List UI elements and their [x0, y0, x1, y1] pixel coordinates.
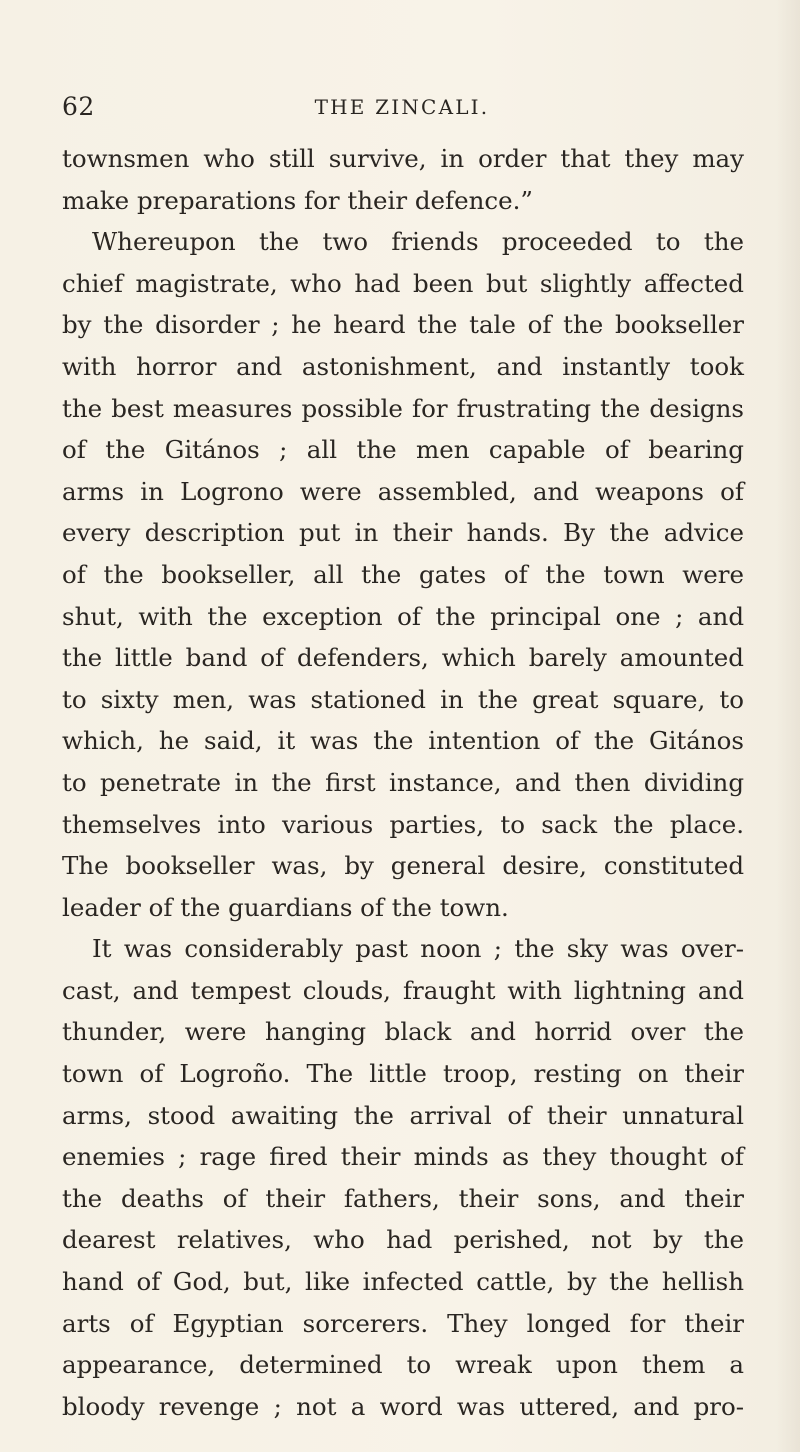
text-line: enemies ; rage fired their minds as they thought of	[62, 1142, 744, 1172]
body-text	[62, 138, 744, 1427]
page-number: 62	[62, 92, 95, 121]
text-line: shut, with the exception of the principal one ; and	[62, 601, 744, 631]
text-line: every description put in their hands. By the advice	[62, 518, 744, 548]
text-line: by the disorder ; he heard the tale of the bookseller	[62, 310, 744, 340]
text-line: of the bookseller, all the gates of the town were	[62, 559, 744, 589]
text-line: to penetrate in the first instance, and then dividing	[62, 767, 744, 797]
text-line: to sixty men, was stationed in the great square, to	[62, 684, 744, 714]
text-line: leader of the guardians of the town.	[62, 892, 509, 922]
text-line: Whereupon the two friends proceeded to the	[92, 227, 744, 257]
text-line: bloody revenge ; not a word was uttered, and pro-	[62, 1391, 744, 1421]
text-line: appearance, determined to wreak upon them a	[62, 1350, 744, 1380]
text-line: make preparations for their defence.”	[62, 185, 533, 215]
text-line: arms in Logrono were assembled, and weapons of	[62, 476, 744, 506]
page-header	[62, 92, 742, 128]
text-line: thunder, were hanging black and horrid over the	[62, 1017, 744, 1047]
text-line: the little band of defenders, which barely amounted	[62, 643, 744, 673]
text-line: of the Gitános ; all the men capable of bearing	[62, 435, 744, 465]
text-line: with horror and astonishment, and instantly took	[62, 351, 744, 381]
text-line: town of Logroño. The little troop, resting on their	[62, 1059, 744, 1089]
text-line: cast, and tempest clouds, fraught with lightning and	[62, 975, 744, 1005]
text-line: hand of God, but, like infected cattle, by the hellish	[62, 1267, 744, 1297]
text-line: chief magistrate, who had been but slightly affected	[62, 268, 744, 298]
text-line: It was considerably past noon ; the sky was over-	[92, 934, 744, 964]
text-line: which, he said, it was the intention of the Gitános	[62, 726, 744, 756]
running-title: THE ZINCALI.	[314, 95, 490, 119]
text-line: The bookseller was, by general desire, constituted	[62, 851, 744, 881]
text-line: themselves into various parties, to sack the place.	[62, 809, 744, 839]
text-line: arms, stood awaiting the arrival of their unnatural	[62, 1100, 744, 1130]
text-line: dearest relatives, who had perished, not by the	[62, 1225, 744, 1255]
text-line: arts of Egyptian sorcerers. They longed for their	[62, 1308, 744, 1338]
text-line: townsmen who still survive, in order that they may	[62, 144, 744, 173]
text-line: the best measures possible for frustrating the designs	[62, 393, 744, 423]
text-line: the deaths of their fathers, their sons, and their	[62, 1183, 744, 1213]
